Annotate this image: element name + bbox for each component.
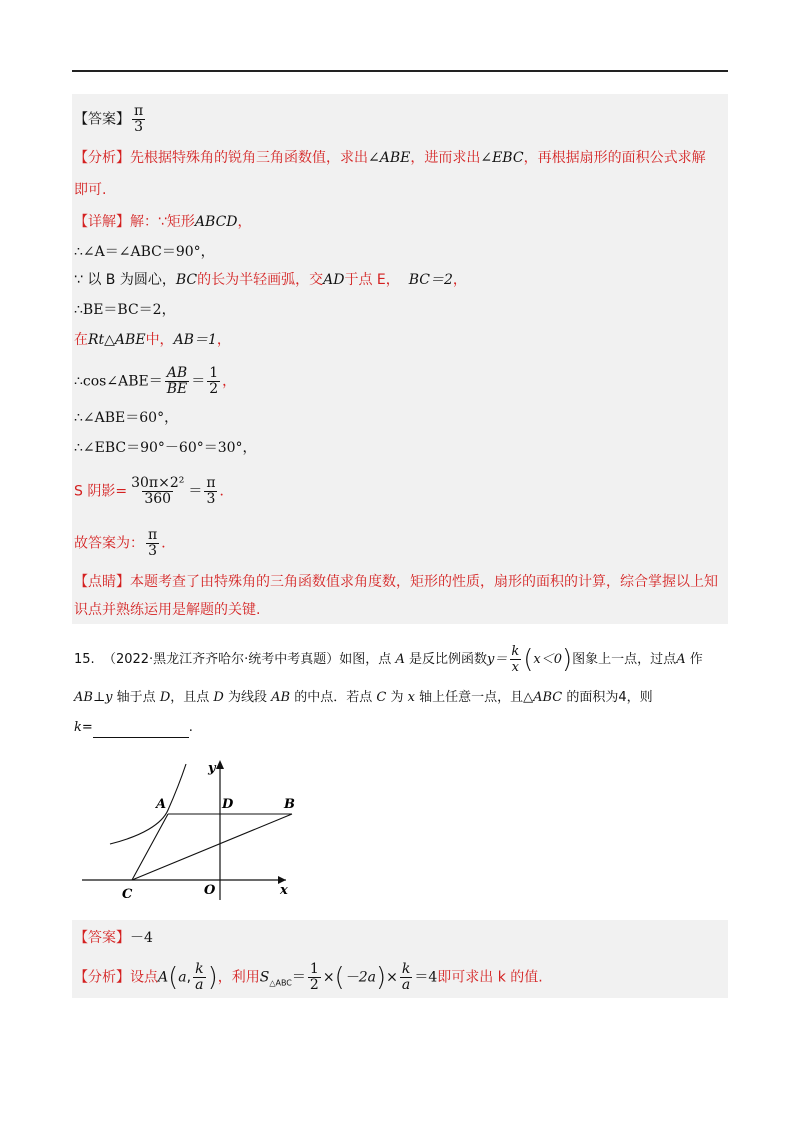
label-y: y (208, 761, 216, 776)
label-x: x (280, 883, 288, 898)
analysis2-label: 【分析】 (74, 969, 130, 986)
detail-line-5: 在Rt△ABE中，AB＝1， (74, 332, 231, 348)
analysis-line-1: 【分析】先根据特殊角的锐角三角函数值，求出∠ABE，进而求出∠EBC，再根据扇形的面积公式求解 (74, 150, 706, 166)
shade-area-fraction-2: $\frac{\pi}{3}$ (206, 475, 216, 507)
half-fraction: $\frac{1}{2}$ (309, 961, 319, 993)
hyperbola-curve (110, 764, 186, 844)
answer-line (74, 104, 147, 135)
comment-label: 【点睛】 (74, 574, 130, 590)
answer-label: 【答案】 (74, 111, 130, 128)
segment-AC (132, 814, 168, 880)
answer-fraction: $\frac{\pi}{3}$ (134, 103, 144, 135)
detail-line-1: 【详解】解：∵矩形ABCD， (74, 214, 252, 230)
final-answer-fraction: $\frac{\pi}{3}$ (148, 527, 158, 559)
detail-line-4: ∴BE＝BC＝2， (74, 302, 176, 318)
detail-line-7: ∴∠ABE＝60°， (74, 410, 179, 426)
detail-label: 【详解】 (74, 214, 130, 230)
detail-line-9: S 阴影= $\frac{\text{30π×2²}}{360}$ ＝ $\frac{\pi}{3}$ ． (74, 475, 234, 507)
shade-area-fraction-1: $\frac{\text{30π×2²}}{360}$ (131, 475, 185, 507)
label-D: D (222, 797, 234, 812)
segment-CB (132, 814, 292, 880)
comment-line-1: 【点睛】本题考查了由特殊角的三角函数值求角度数，矩形的性质，扇形的面积的计算，综合掌握以上知 (74, 574, 718, 590)
question-line-2: AB⊥y 轴于点 D，且点 D 为线段 AB 的中点．若点 C 为 x 轴上任意一点，且△ABC 的面积为4，则 (74, 690, 653, 705)
answer-blank[interactable] (93, 723, 189, 738)
detail-line-2: ∴∠A＝∠ABC＝90°， (74, 244, 215, 260)
answer2-label: 【答案】 (74, 930, 130, 946)
point-fraction: $\frac{k}{a}$ (195, 961, 204, 993)
detail-line-6: ∴cos∠ABE＝ $\frac{AB}{BE}$ ＝ $\frac{1}{2}$ ， (74, 365, 237, 397)
cos-fraction-1: $\frac{AB}{BE}$ (166, 365, 188, 397)
label-A: A (156, 797, 167, 812)
question-number: 15. (74, 652, 95, 667)
detail-line-3: ∵ 以 B 为圆心，BC的长为半轻画弧，交AD于点 E， BC＝2， (74, 272, 467, 288)
detail-line-8: ∴∠EBC＝90°－60°＝30°， (74, 440, 257, 456)
function-fraction: $\frac{k}{x}$ (511, 644, 520, 675)
answer2-line: 【答案】－4 (74, 930, 153, 946)
label-O: O (204, 883, 216, 898)
cos-fraction-2: $\frac{1}{2}$ (209, 365, 219, 397)
analysis-line-2: 即可. (74, 182, 107, 198)
k-over-a-fraction: $\frac{k}{a}$ (401, 961, 411, 993)
comment-line-2: 识点并熟练运用是解题的关键. (74, 602, 261, 618)
label-C: C (122, 887, 133, 902)
analysis-label: 【分析】 (74, 150, 130, 166)
question-line-3: k= . (74, 718, 193, 738)
header-rule (72, 70, 728, 72)
y-axis-arrow (216, 760, 224, 769)
label-B: B (284, 797, 295, 812)
geometry-figure (72, 752, 312, 902)
analysis2-line: 【分析】设点A(a, $\frac{k}{a}$ )，利用$S_{\triangle ABC}=$ $\frac{1}{2}$ ×(－2a)× $\frac{k}{a}$ ＝4即可求出 k 的值. (74, 961, 543, 993)
detail-line-10: 故答案为： $\frac{\pi}{3}$ ． (74, 527, 176, 559)
question-line-1: 15. （2022·黑龙江齐齐哈尔·统考中考真题）如图，点 A 是反比例函数y＝ $\frac{k}{x}$ (x＜0)图象上一点，过点A 作 (74, 644, 703, 675)
